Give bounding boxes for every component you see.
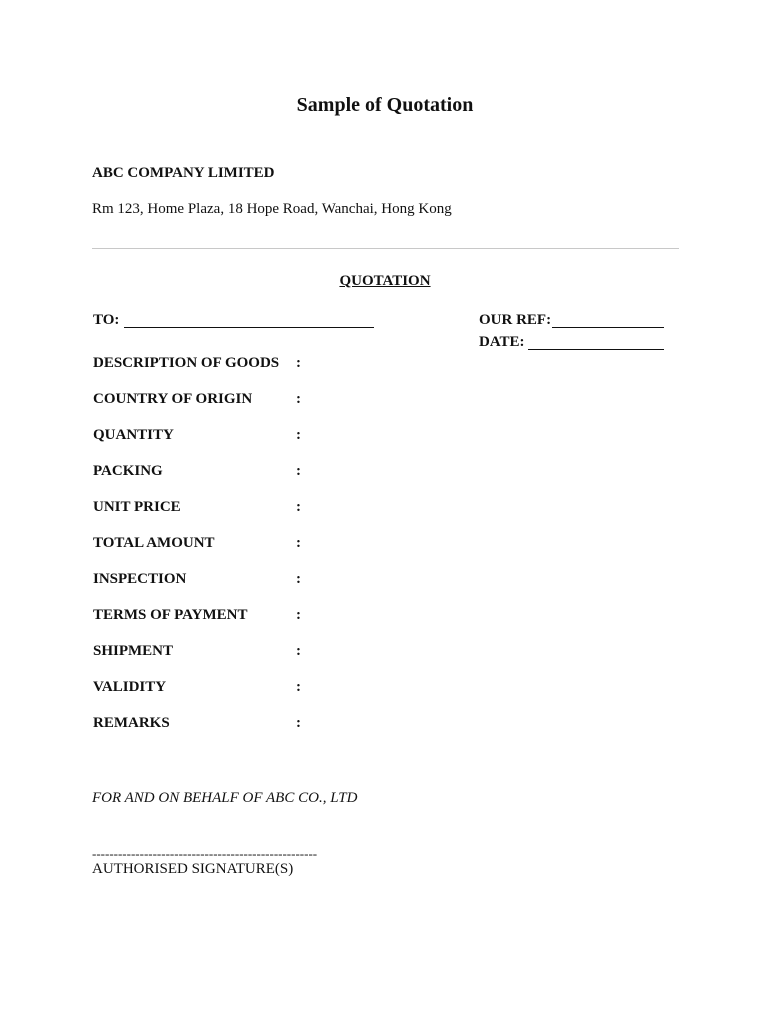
field-description-of-goods [93, 355, 493, 375]
signature-line: ---------------------------------------------------- [92, 846, 318, 861]
field-colon: : [296, 355, 301, 371]
field-country-of-origin [93, 391, 493, 411]
field-colon: : [296, 499, 301, 515]
field-label: INSPECTION [93, 571, 187, 587]
our-ref-label: OUR REF: [479, 312, 552, 328]
field-label: UNIT PRICE [93, 499, 181, 515]
document-title: Sample of Quotation [296, 94, 474, 116]
field-packing [93, 463, 493, 483]
field-colon: : [296, 571, 301, 587]
company-name: ABC COMPANY LIMITED [92, 165, 275, 181]
date-blank-line[interactable] [528, 349, 664, 350]
field-colon: : [296, 643, 301, 659]
our-ref-blank-line[interactable] [552, 327, 664, 328]
field-label: QUANTITY [93, 427, 174, 443]
authorised-signature-label: AUTHORISED SIGNATURE(S) [92, 861, 294, 877]
header-divider [92, 248, 679, 249]
field-colon: : [296, 391, 301, 407]
field-total-amount [93, 535, 493, 555]
company-address: Rm 123, Home Plaza, 18 Hope Road, Wanchai, Hong Kong [92, 201, 452, 217]
field-label: COUNTRY OF ORIGIN [93, 391, 253, 407]
field-inspection [93, 571, 493, 591]
field-validity [93, 679, 493, 699]
to-label: TO: [93, 312, 120, 328]
field-unit-price [93, 499, 493, 519]
field-label: TERMS OF PAYMENT [93, 607, 248, 623]
field-colon: : [296, 715, 301, 731]
field-colon: : [296, 535, 301, 551]
quotation-heading: QUOTATION [339, 273, 431, 289]
field-colon: : [296, 679, 301, 695]
field-colon: : [296, 427, 301, 443]
field-label: PACKING [93, 463, 163, 479]
field-remarks [93, 715, 493, 735]
to-blank-line[interactable] [124, 327, 374, 328]
field-shipment [93, 643, 493, 663]
field-quantity [93, 427, 493, 447]
field-terms-of-payment [93, 607, 493, 627]
field-colon: : [296, 607, 301, 623]
field-label: TOTAL AMOUNT [93, 535, 215, 551]
field-label: DESCRIPTION OF GOODS [93, 355, 280, 371]
on-behalf-text: FOR AND ON BEHALF OF ABC CO., LTD [92, 790, 358, 806]
field-colon: : [296, 463, 301, 479]
field-label: REMARKS [93, 715, 170, 731]
date-label: DATE: [479, 334, 525, 350]
field-label: SHIPMENT [93, 643, 174, 659]
field-label: VALIDITY [93, 679, 167, 695]
